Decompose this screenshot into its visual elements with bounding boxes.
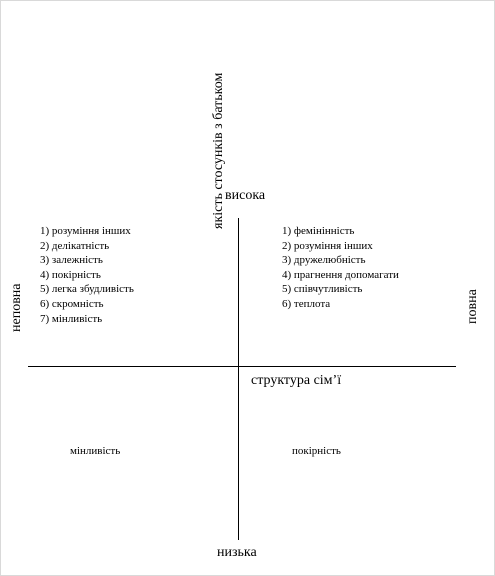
list-item: 3) залежність xyxy=(40,254,103,267)
top-left-quadrant-list xyxy=(40,224,134,326)
vertical-axis-title: якість стосунків з батьком xyxy=(211,72,226,229)
list-item: 1) розуміння інших xyxy=(40,225,131,237)
vertical-axis-top-label: висока xyxy=(225,188,266,203)
list-item: 4) прагнення допомагати xyxy=(282,268,399,281)
horizontal-axis-title: структура сім’ї xyxy=(251,373,342,388)
list-item: 4) покірність xyxy=(40,268,101,281)
horizontal-axis-left-label: неповна xyxy=(9,283,24,332)
list-item: 6) теплота xyxy=(282,297,331,310)
list-item: 5) легка збудливість xyxy=(40,283,134,296)
horizontal-axis-right-label: повна xyxy=(465,289,480,324)
list-item: 2) розуміння інших xyxy=(282,239,373,252)
list-item: 5) співчутливість xyxy=(282,283,363,296)
top-right-quadrant-list xyxy=(282,224,399,312)
bottom-left-quadrant-label: мінливість xyxy=(70,445,121,457)
list-item: 1) фемінінність xyxy=(282,225,355,237)
list-item: 6) скромність xyxy=(40,297,104,310)
bottom-right-quadrant-label: покірність xyxy=(292,445,341,457)
vertical-axis-bottom-label: низька xyxy=(217,545,257,560)
list-item: 3) дружелюбність xyxy=(282,254,366,267)
vertical-axis-line xyxy=(238,218,239,540)
list-item: 7) мінливість xyxy=(40,312,103,325)
horizontal-axis-line xyxy=(28,366,456,367)
list-item: 2) делікатність xyxy=(40,239,110,252)
